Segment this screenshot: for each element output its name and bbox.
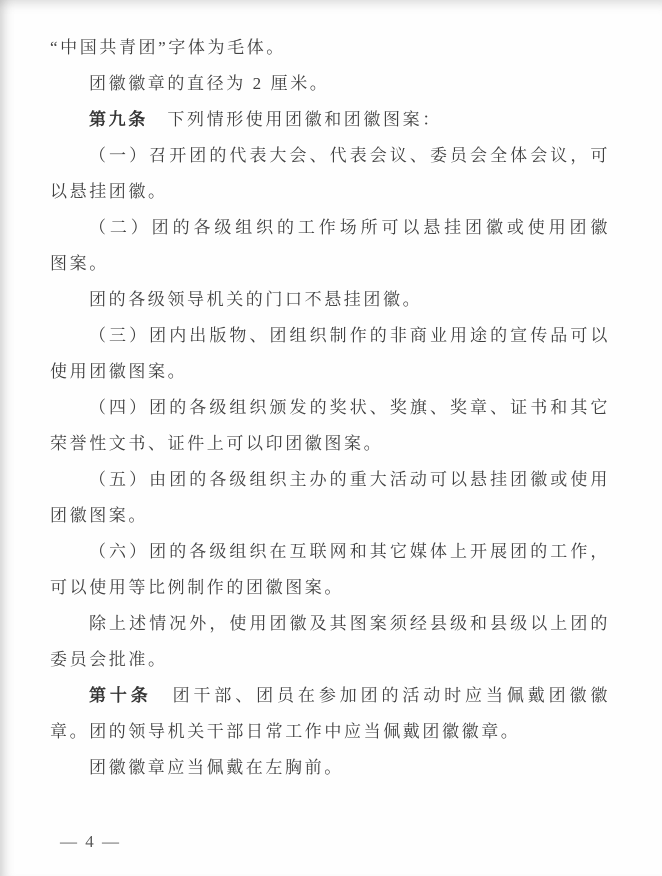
text-line [50,462,610,498]
text-line [50,210,610,246]
text-line [50,102,610,138]
text-line [50,390,610,426]
text-segment: 以悬挂团徽。 [50,182,168,201]
text-segment: 委员会批准。 [50,650,168,669]
text-segment: “中国共青团”字体为毛体。 [50,38,286,57]
text-line [50,318,610,354]
text-segment: 除上述情况外，使用团徽及其图案须经县级和县级以上团的 [89,614,610,633]
text-line [50,570,610,606]
text-line [50,66,610,102]
text-segment: （二）团的各级组织的工作场所可以悬挂团徽或使用团徽 [89,218,610,237]
text-segment: （四）团的各级组织颁发的奖状、奖旗、奖章、证书和其它 [89,398,610,417]
text-line [50,354,610,390]
text-segment: （一）召开团的代表大会、代表会议、委员会全体会议，可 [89,146,610,165]
text-segment: 章。团的领导机关干部日常工作中应当佩戴团徽徽章。 [50,722,521,741]
text-line [50,750,610,786]
text-segment: 团干部、团员在参加团的活动时应当佩戴团徽徽 [151,686,610,705]
text-segment: 图案。 [50,254,109,273]
text-line [50,174,610,210]
document-paragraph [50,210,610,282]
document-paragraph [50,750,610,786]
document-paragraph [50,462,610,534]
document-paragraph [50,606,610,678]
text-line [50,246,610,282]
document-paragraph [50,318,610,390]
text-segment: 荣誉性文书、证件上可以印团徽图案。 [50,434,384,453]
text-segment: （三）团内出版物、团组织制作的非商业用途的宣传品可以 [89,326,610,345]
text-line [50,138,610,174]
document-paragraph [50,30,610,66]
document-paragraph [50,390,610,462]
text-line [50,498,610,534]
text-line [50,30,610,66]
document-paragraph [50,534,610,606]
page-number: — 4 — [60,832,121,851]
text-line [50,282,610,318]
document-paragraph [50,66,610,102]
document-paragraph [50,282,610,318]
text-segment: 团的各级领导机关的门口不悬挂团徽。 [89,290,423,309]
page-footer [60,830,662,854]
text-segment: （六）团的各级组织在互联网和其它媒体上开展团的工作， [89,542,610,561]
text-segment: （五）由团的各级组织主办的重大活动可以悬挂团徽或使用 [89,470,610,489]
text-segment: 团徽图案。 [50,506,148,525]
text-segment: 团徽徽章应当佩戴在左胸前。 [89,758,344,777]
article-number: 第十条 [89,686,152,705]
document-paragraph [50,678,610,750]
document-paragraph [50,138,610,210]
text-segment: 可以使用等比例制作的团徽图案。 [50,578,344,597]
document-paragraph [50,102,610,138]
text-line [50,678,610,714]
text-segment: 团徽徽章的直径为 2 厘米。 [89,74,330,93]
text-line [50,642,610,678]
text-line [50,426,610,462]
text-line [50,606,610,642]
article-number: 第九条 [89,110,148,129]
text-segment: 下列情形使用团徽和团徽图案： [147,110,442,129]
text-segment: 使用团徽图案。 [50,362,188,381]
text-line [50,534,610,570]
text-line [50,714,610,750]
